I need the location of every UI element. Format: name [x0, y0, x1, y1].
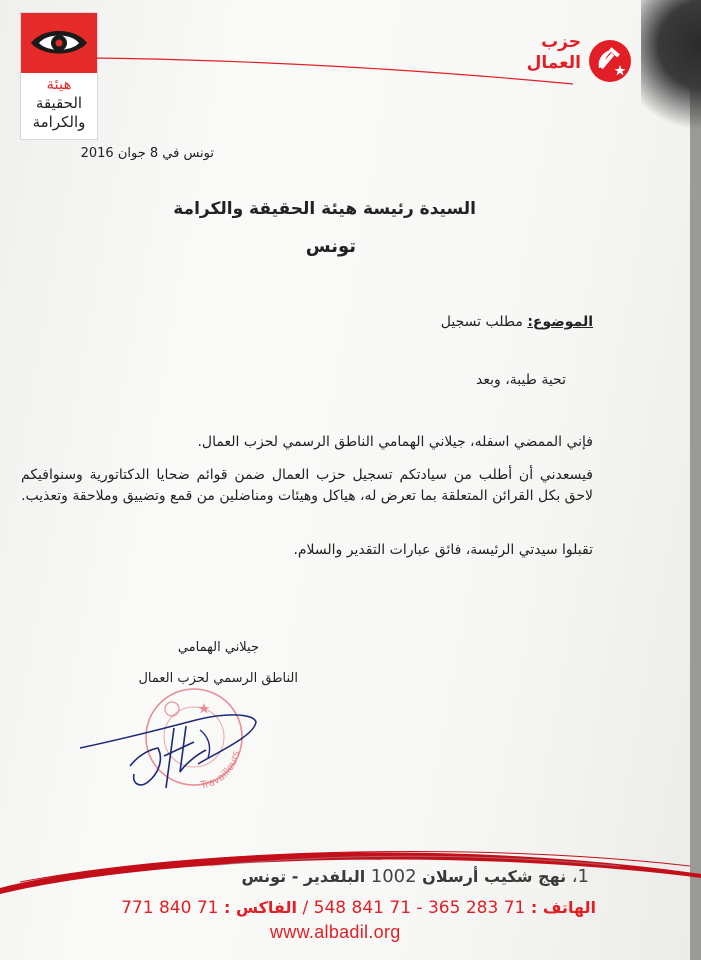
eye-icon: [29, 25, 89, 59]
recipient-heading: السيدة رئيسة هيئة الحقيقة والكرامة: [173, 199, 476, 219]
ivd-logo-line3: والكرامة: [32, 113, 86, 131]
footer-district: البلفدير - تونس: [241, 867, 366, 886]
fax-label: الفاكس :: [224, 898, 297, 917]
party-logo-text: [527, 32, 581, 74]
paragraph-closing: تقبلوا سيدتي الرئيسة، فائق عبارات التقدير والسلام.: [293, 542, 593, 558]
stamp-text: Travailleurs: [199, 749, 243, 792]
greeting: تحية طيبة، وبعد: [476, 372, 566, 388]
footer-street: نهج شكيب أرسلان: [422, 867, 567, 886]
recipient-city: تونس: [305, 236, 356, 257]
footer-swoosh: [0, 828, 701, 898]
subject-value: مطلب تسجيل: [440, 314, 523, 330]
party-logo-line2: العمال: [526, 53, 581, 73]
footer-street-number: 1،: [571, 866, 589, 887]
ivd-logo-text: [21, 75, 97, 132]
footer-address: [241, 866, 589, 887]
signer-name: جيلاني الهمامي: [177, 640, 259, 655]
background-corner: [641, 0, 701, 150]
paragraph-intro: فإني الممضي اسفله، جيلاني الهمامي الناطق الرسمي لحزب العمال.: [197, 434, 593, 450]
footer-postal-code: 1002: [370, 866, 417, 887]
paragraph-request: فيسعدني أن أطلب من سيادتكم تسجيل حزب العمال ضمن قوائم ضحايا الدكتاتورية وسنوافيكم لاحق بكل القرائن المتعلقة بما تعرض له، هياكل وهيئات ومناضلين من قمع وتضييق وملاحقة وتعذيب.: [21, 467, 593, 504]
phone-label: الهاتف :: [530, 898, 596, 917]
fax-number: 71 840 771: [121, 898, 219, 918]
party-logo-line1: حزب: [541, 32, 581, 52]
ivd-logo-line1: هيئة: [46, 75, 72, 93]
subject-line: [441, 314, 593, 330]
phone-numbers: 71 283 365 - 71 841 548 /: [302, 898, 526, 918]
website-link[interactable]: www.albadil.org: [270, 922, 401, 942]
letter-date: تونس في 8 جوان 2016: [80, 146, 214, 161]
ivd-logo-line2: الحقيقة: [35, 94, 83, 112]
signer-title: الناطق الرسمي لحزب العمال: [138, 671, 298, 686]
handwritten-signature: [78, 700, 263, 798]
footer-contacts: [121, 898, 596, 918]
party-logo: [483, 32, 633, 92]
hammer-sickle-icon: [587, 38, 633, 84]
subject-label: الموضوع:: [527, 314, 593, 330]
ivd-logo-banner: [21, 13, 97, 73]
ivd-logo: [20, 12, 98, 140]
